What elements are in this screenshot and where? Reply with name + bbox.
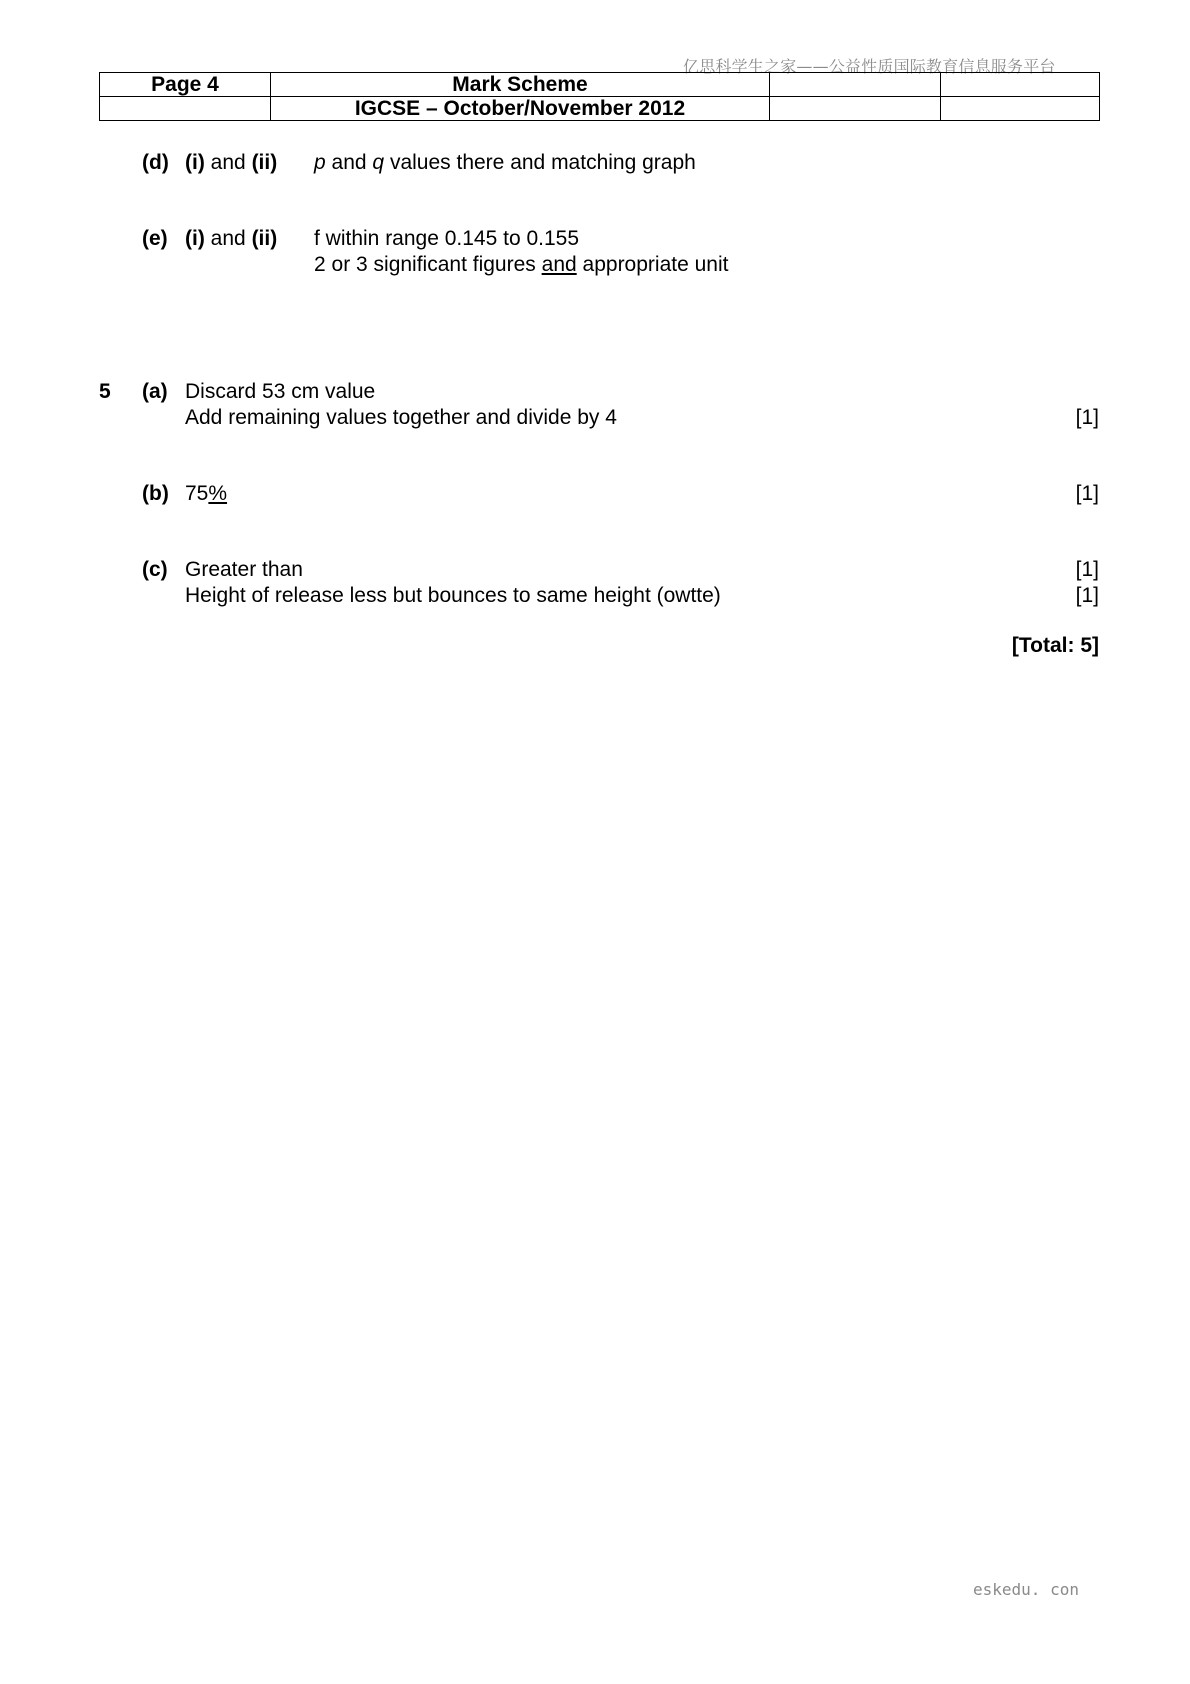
- q5a-line1: Discard 53 cm value: [185, 380, 376, 403]
- watermark-top: 亿思科学生之家——公益性质国际教育信息服务平台: [683, 57, 1056, 76]
- empty-cell: [100, 97, 271, 121]
- q5a-mark: [1]: [1075, 406, 1099, 429]
- page-number-cell: Page 4: [100, 73, 271, 97]
- mark-scheme-header-table: [99, 72, 1100, 121]
- q5c-line1: Greater than: [185, 558, 303, 581]
- q4e-line2: [314, 252, 728, 278]
- q5-number: 5: [99, 380, 111, 403]
- q4e-line2-underlined: and: [541, 253, 577, 276]
- q4d-label: (d): [142, 151, 169, 174]
- title-cell: Mark Scheme: [271, 73, 770, 97]
- q5b-unit: %: [208, 482, 228, 505]
- q4e-line1: f within range 0.145 to 0.155: [314, 227, 580, 250]
- q4d-and: and: [210, 151, 246, 174]
- q5b-mark: [1]: [1075, 482, 1099, 505]
- q4d-var-q: q: [372, 151, 385, 174]
- q5b-answer: [185, 481, 227, 507]
- empty-cell: [770, 73, 941, 97]
- empty-cell: [941, 97, 1100, 121]
- subtitle-cell: IGCSE – October/November 2012: [271, 97, 770, 121]
- q4d-part-ii: (ii): [251, 151, 278, 174]
- q4e-line2-pre: 2 or 3 significant figures: [314, 253, 536, 276]
- q4e-parts: [185, 226, 277, 252]
- q4d-part-i: (i): [185, 151, 205, 174]
- q4d-answer: [314, 150, 696, 176]
- q5c-mark1: [1]: [1075, 558, 1099, 581]
- q4e-line2-post: appropriate unit: [582, 253, 729, 276]
- q4d-text: values there and matching graph: [389, 151, 696, 174]
- q4e-label: (e): [142, 227, 168, 250]
- empty-cell: [941, 73, 1100, 97]
- q4e-and: and: [210, 227, 246, 250]
- q4d-parts: [185, 150, 277, 176]
- q5b-label: (b): [142, 482, 169, 505]
- q5-total: [Total: 5]: [1011, 634, 1099, 657]
- q4e-part-i: (i): [185, 227, 205, 250]
- q5c-mark2: [1]: [1075, 584, 1099, 607]
- empty-cell: [770, 97, 941, 121]
- q4e-part-ii: (ii): [251, 227, 278, 250]
- q5c-label: (c): [142, 558, 168, 581]
- q4d-var-p: p: [314, 151, 326, 174]
- watermark-bottom: eskedu. con: [973, 1580, 1079, 1599]
- q5a-label: (a): [142, 380, 168, 403]
- q4d-mid: and: [331, 151, 367, 174]
- q5a-line2: Add remaining values together and divide by 4: [185, 406, 617, 429]
- q5c-line2: Height of release less but bounces to same height (owtte): [185, 584, 721, 607]
- q5b-value: 75: [185, 482, 209, 505]
